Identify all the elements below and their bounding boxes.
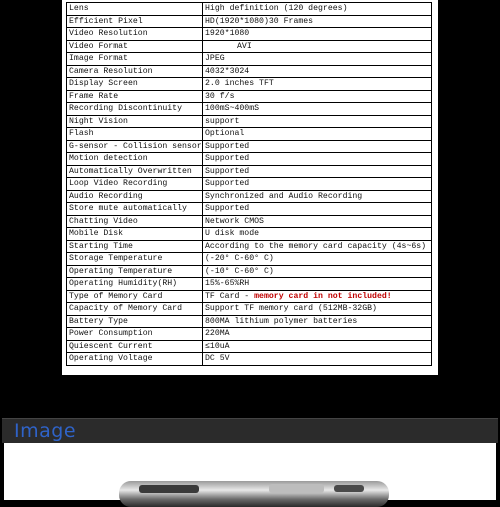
spec-row: [67, 165, 432, 178]
spec-value-text: Supported: [205, 141, 250, 151]
spec-value: [203, 228, 432, 241]
spec-value-text: DC 5V: [205, 354, 230, 364]
spec-row: [67, 328, 432, 341]
spec-row: [67, 215, 432, 228]
spec-label: Battery Type: [67, 315, 203, 328]
spec-value: [203, 340, 432, 353]
spec-row: [67, 290, 432, 303]
spec-label: Starting Time: [67, 240, 203, 253]
spec-value-text: JPEG: [205, 54, 225, 64]
spec-label: Lens: [67, 3, 203, 16]
spec-label: Storage Temperature: [67, 253, 203, 266]
spec-label: Flash: [67, 128, 203, 141]
spec-row: [67, 253, 432, 266]
spec-value: [203, 353, 432, 366]
spec-value-text: 15%-65%RH: [205, 279, 250, 289]
spec-value-text: 30 f/s: [205, 91, 235, 101]
spec-label: Operating Voltage: [67, 353, 203, 366]
spec-value-text: (-10° C-60° C): [205, 266, 274, 276]
spec-value: [203, 190, 432, 203]
spec-row: [67, 103, 432, 116]
spec-label: Quiescent Current: [67, 340, 203, 353]
spec-row: [67, 203, 432, 216]
spec-value-text: Optional: [205, 129, 245, 139]
spec-label: Audio Recording: [67, 190, 203, 203]
spec-row: [67, 40, 432, 53]
spec-value-text: (-20° C-60° C): [205, 254, 274, 264]
spec-row: [67, 115, 432, 128]
spec-value: [203, 253, 432, 266]
spec-value-text: TF Card -: [205, 291, 255, 301]
spec-row: [67, 15, 432, 28]
spec-row: [67, 78, 432, 91]
spec-value: [203, 265, 432, 278]
spec-value: [203, 290, 432, 303]
spec-row: [67, 28, 432, 41]
spec-value: [203, 178, 432, 191]
spec-value-text: 220MA: [205, 329, 230, 339]
spacer-band: [0, 375, 500, 413]
spec-label: Power Consumption: [67, 328, 203, 341]
spec-value-text: Supported: [205, 166, 250, 176]
spec-row: [67, 353, 432, 366]
spec-value-text: 800MA lithium polymer batteries: [205, 316, 358, 326]
spec-label: Night Vision: [67, 115, 203, 128]
spec-label: Frame Rate: [67, 90, 203, 103]
spec-row: [67, 278, 432, 291]
spec-row: [67, 53, 432, 66]
spec-row: [67, 315, 432, 328]
spec-value-text: HD(1920*1080)30 Frames: [205, 16, 314, 26]
spec-row: [67, 90, 432, 103]
spec-label: Chatting Video: [67, 215, 203, 228]
spec-label: Video Resolution: [67, 28, 203, 41]
product-photo-dashcam: [119, 467, 389, 507]
section-title: Image: [14, 420, 77, 442]
spec-value: [203, 28, 432, 41]
spec-value-text: U disk mode: [205, 229, 260, 239]
spec-value: [203, 328, 432, 341]
spec-label: Capacity of Memory Card: [67, 303, 203, 316]
spec-value: [203, 78, 432, 91]
spec-label: Operating Temperature: [67, 265, 203, 278]
spec-label: Type of Memory Card: [67, 290, 203, 303]
spec-label: Efficient Pixel: [67, 15, 203, 28]
spec-label: Motion detection: [67, 153, 203, 166]
spec-value: [203, 303, 432, 316]
spec-value-text: 1920*1080: [205, 29, 250, 39]
spec-row: [67, 228, 432, 241]
spec-label: Video Format: [67, 40, 203, 53]
spec-value: [203, 115, 432, 128]
spec-value-text: Supported: [205, 179, 250, 189]
spec-row: [67, 190, 432, 203]
spec-row: [67, 303, 432, 316]
spec-value: [203, 3, 432, 16]
spec-value-text: 2.0 inches TFT: [205, 79, 274, 89]
spec-value-warning: memory card in not included!: [254, 291, 392, 301]
spec-value: [203, 40, 432, 53]
spec-value: [203, 90, 432, 103]
spec-value-text: AVI: [237, 41, 252, 51]
spec-value-text: Supported: [205, 154, 250, 164]
spec-value: [203, 278, 432, 291]
spec-value: [203, 128, 432, 141]
spec-row: [67, 128, 432, 141]
spec-value-text: Network CMOS: [205, 216, 264, 226]
spec-value: [203, 15, 432, 28]
spec-value: [203, 65, 432, 78]
spec-label: Automatically Overwritten: [67, 165, 203, 178]
spec-value-text: Support TF memory card (512MB-32GB): [205, 304, 377, 314]
spec-row: [67, 240, 432, 253]
spec-value: [203, 240, 432, 253]
spec-value-text: According to the memory card capacity (4s~6s): [205, 241, 427, 251]
spec-value: [203, 315, 432, 328]
spec-value: [203, 140, 432, 153]
spec-value-text: ≤10uA: [205, 341, 230, 351]
spec-label: G-sensor - Collision sensor: [67, 140, 203, 153]
spec-value-text: Synchronized and Audio Recording: [205, 191, 363, 201]
spec-label: Display Screen: [67, 78, 203, 91]
spec-value: [203, 153, 432, 166]
product-image-panel: [4, 443, 496, 500]
spec-label: Store mute automatically: [67, 203, 203, 216]
spec-row: [67, 3, 432, 16]
spec-row: [67, 153, 432, 166]
spec-row: [67, 140, 432, 153]
spec-value-text: support: [205, 116, 240, 126]
image-section-header: [2, 418, 498, 443]
spec-value: [203, 203, 432, 216]
spec-label: Camera Resolution: [67, 65, 203, 78]
spec-table: [66, 2, 432, 366]
spec-value: [203, 103, 432, 116]
spec-table-body: [67, 3, 432, 366]
spec-row: [67, 178, 432, 191]
spec-value: [203, 53, 432, 66]
spec-row: [67, 340, 432, 353]
spec-value-text: High definition (120 degrees): [205, 4, 348, 14]
spec-label: Mobile Disk: [67, 228, 203, 241]
spec-label: Loop Video Recording: [67, 178, 203, 191]
spec-row: [67, 65, 432, 78]
spec-value: [203, 215, 432, 228]
spec-label: Image Format: [67, 53, 203, 66]
spec-row: [67, 265, 432, 278]
spec-value: [203, 165, 432, 178]
spec-value-text: 4032*3024: [205, 66, 250, 76]
spec-value-text: Supported: [205, 204, 250, 214]
spec-value-text: 100mS~400mS: [205, 104, 260, 114]
spec-panel: [62, 0, 438, 375]
spec-label: Operating Humidity(RH): [67, 278, 203, 291]
spec-label: Recording Discontinuity: [67, 103, 203, 116]
